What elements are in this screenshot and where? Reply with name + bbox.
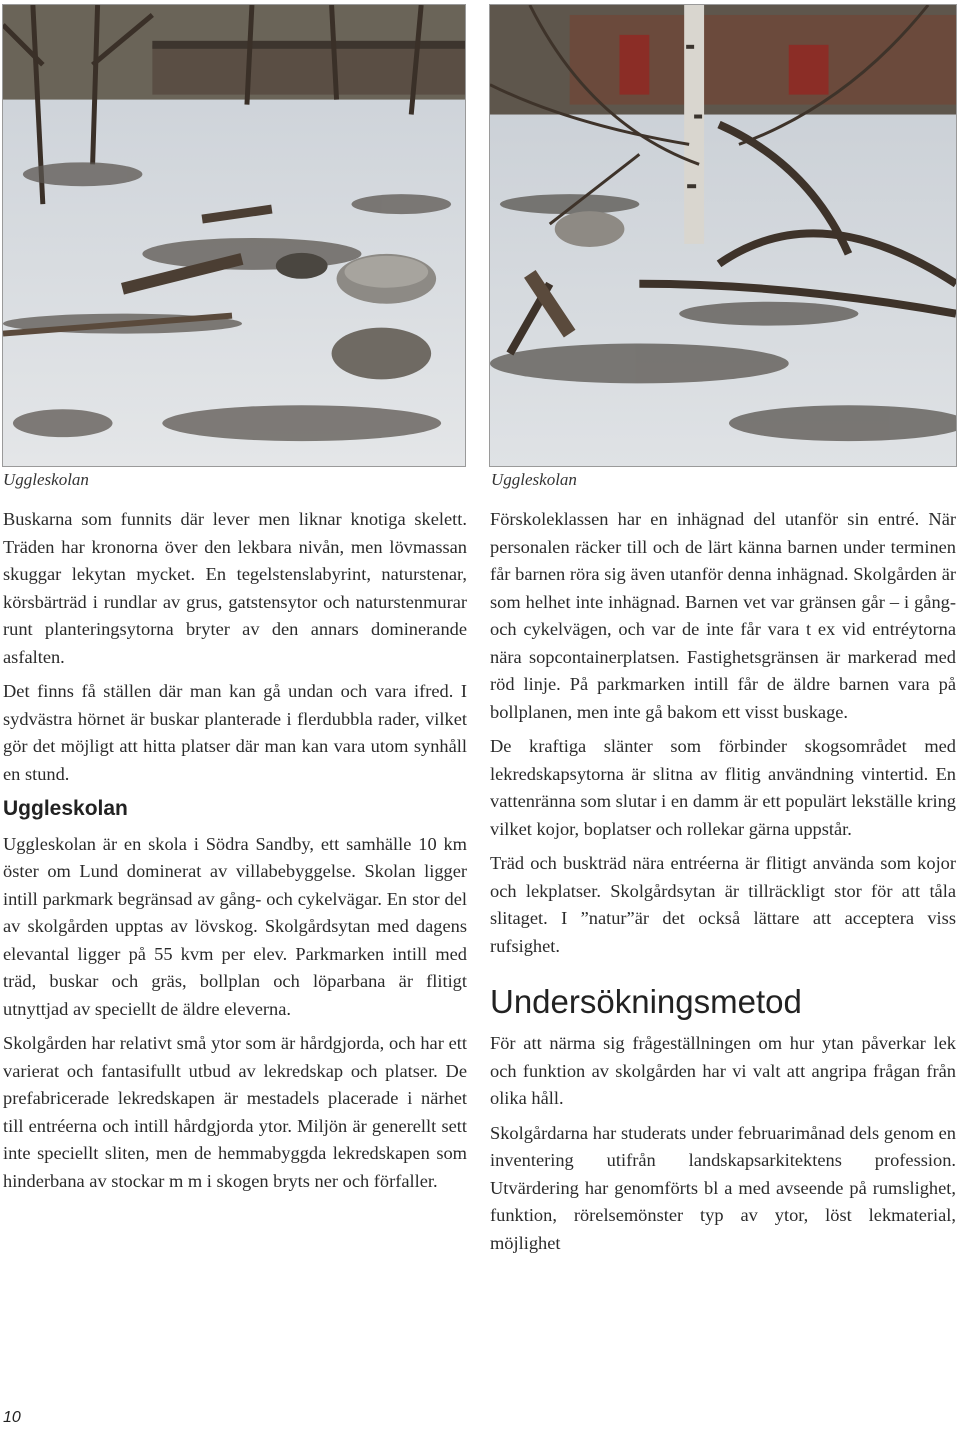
body-paragraph: För att närma sig frågeställningen om hur ytan påverkar lek och funktion av skolgården har vi valt att angripa frågan från olika håll.: [490, 1033, 956, 1108]
photo-schoolyard-birch: [489, 4, 957, 467]
left-text-column: [3, 506, 467, 1202]
photo-caption-right: Uggleskolan: [491, 470, 577, 489]
photo-schoolyard-rocks: [2, 4, 466, 467]
section-heading-uggleskolan: Uggleskolan: [3, 797, 128, 820]
body-paragraph: Skolgården har relativt små ytor som är hårdgjorda, och har ett varierat och fantasifullt utbud av lekredskap och platser. De prefabricerade lekredskapen är mestadels placerade i närhet till entréerna och intill hårdgjorda ytor. Miljön är generellt sett inte speciellt sliten, men de hemmabyggda lekredskapen som hinderbana av stockar m m i skogen bryts ner och förfaller.: [3, 1033, 467, 1191]
photo-schoolyard-birch-image: [490, 5, 956, 466]
right-text-column: [490, 506, 956, 1264]
page-number: 10: [3, 1409, 21, 1426]
section-heading-method: Undersökningsmetod: [490, 983, 802, 1020]
body-paragraph: Skolgårdarna har studerats under februarimånad dels genom en inventering utifrån landskapsarkitektens profession. Utvärdering har genomförts bl a med avseende på rumslighet, funktion, rörelsemönster typ av ytor, löst lekmaterial, möjlighet: [490, 1122, 956, 1253]
body-paragraph: Förskoleklassen har en inhägnad del utanför sin entré. När personalen räcker till och de lärt känna barnen under terminen får barnen röra sig även utanför denna inhägnad. Skolgården är som helhet inte inhägnad. Barnen vet var gränsen går – i gång- och cykelvägen, och var de inte får vara t ex vid entréytorna nära sopcontainerplatsen. Fastighetsgränsen är markerad med röd linje. På parkmarken intill får de äldre barnen vara på bollplanen, men inte gå bakom ett visst buskage.: [490, 509, 956, 722]
body-paragraph: Uggleskolan är en skola i Södra Sandby, ett samhälle 10 km öster om Lund dominerat av villabebyggelse. Skolan ligger intill parkmark begränsad av gång- och cykelvägar. En stor del av skolgården upptas av lövskog. Skolgårdsytan med dagens elevantal ligger på 55 kvm per elev. Parkmarken intill med träd, buskar och gräs, bollplan och löparbana är flitigt utnyttjad av speciellt de äldre eleverna.: [3, 833, 467, 1019]
photo-schoolyard-rocks-image: [3, 5, 465, 466]
body-paragraph: Träd och buskträd nära entréerna är flitigt använda som kojor och lekplatser. Skolgårdsytan är tillräckligt stor för att tåla slitaget. I ”natur”är det också lättare att acceptera viss rufsighet.: [490, 853, 956, 956]
body-paragraph: De kraftiga slänter som förbinder skogsområdet med lekredskapsytorna är slitna av flitig användning vintertid. En vattenränna som slutar i en damm är ett populärt lekställe kring vilket kojor, boplatser och rollekar gärna uppstår.: [490, 736, 956, 839]
body-paragraph: Buskarna som funnits där lever men liknar knotiga skelett. Träden har kronorna över den lekbara nivån, men lövmassan skuggar lekytan mycket. En tegelstenslabyrint, naturstenar, körsbärträd i rundlar av grus, gatstensytor och naturstenmurar runt planteringsytorna bryter av den annars dominerande asfalten.: [3, 509, 467, 667]
photo-caption-left: Uggleskolan: [3, 470, 89, 489]
body-paragraph: Det finns få ställen där man kan gå undan och vara ifred. I sydvästra hörnet är buskar planterade i flerdubbla rader, vilket gör det möjligt att hitta platser där man kan vara utom synhåll en stund.: [3, 681, 467, 784]
